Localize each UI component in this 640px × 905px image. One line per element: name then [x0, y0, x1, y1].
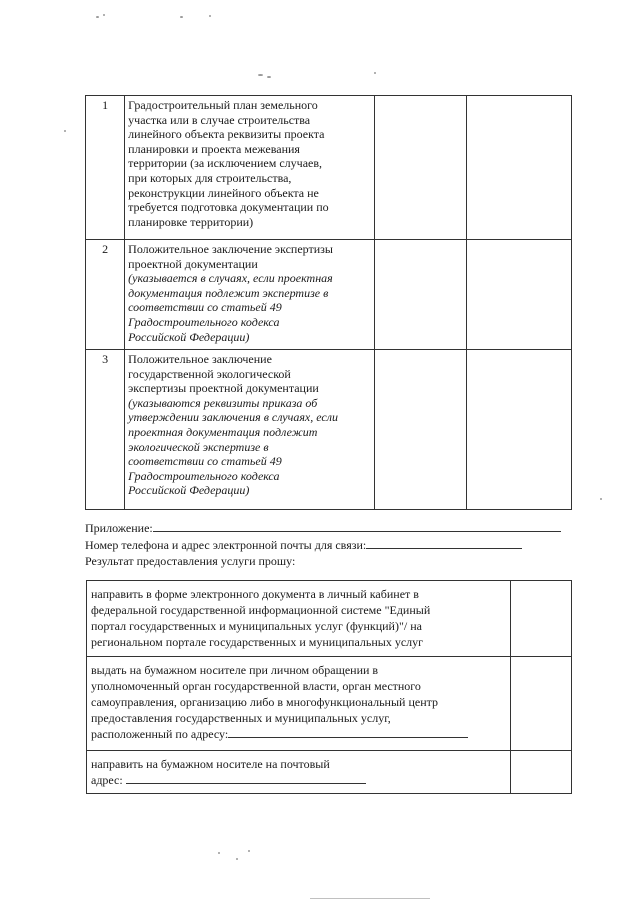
text-line: Положительное заключение экспертизы	[128, 242, 333, 256]
scan-speck	[374, 72, 376, 74]
table-row	[86, 240, 572, 350]
text-line: планировки и проекта межевания	[128, 141, 300, 156]
text-line: направить в форме электронного документа в личный кабинет в	[91, 587, 419, 601]
attachment-field[interactable]	[153, 520, 561, 532]
document-name-cell	[125, 96, 375, 240]
text-line: экспертизы проектной документации	[128, 381, 319, 396]
note-line: проектная документация подлежит	[128, 424, 318, 439]
option-text-cell	[87, 657, 511, 751]
table-row	[86, 350, 572, 510]
note-line: утверждении заключения в случаях, если	[128, 410, 338, 425]
text-line: уполномоченный орган государственной власти, орган местного	[91, 679, 421, 693]
note-line: (указывается в случаях, если проектная	[128, 271, 333, 286]
text-line: при которых для строительства,	[128, 170, 292, 185]
text-line: федеральной государственной информационной системе "Единый	[91, 603, 431, 617]
text-line: планировке территории)	[128, 214, 254, 229]
postal-address-field[interactable]	[126, 772, 366, 784]
scan-speck	[180, 16, 183, 18]
note-line: Градостроительного кодекса	[128, 314, 280, 329]
table-row	[86, 96, 572, 240]
address-line	[91, 772, 506, 788]
scan-speck	[258, 74, 263, 76]
option-checkbox[interactable]	[511, 751, 572, 794]
address-field[interactable]	[228, 726, 468, 738]
note-line: документация подлежит экспертизе в	[128, 285, 329, 300]
text-line: расположенный по адресу:	[91, 727, 229, 741]
text-line: выдать на бумажном носителе при личном обращении в	[91, 663, 379, 677]
document-name-cell	[125, 350, 375, 510]
scan-speck	[310, 898, 430, 899]
row-number: 2	[86, 240, 125, 350]
result-options-table	[86, 580, 572, 794]
scan-speck	[218, 852, 220, 854]
row-number: 3	[86, 350, 125, 510]
text-line: адрес:	[91, 773, 123, 787]
text-line: линейного объекта реквизиты проекта	[128, 127, 325, 142]
text-line: самоуправления, организацию либо в многофункциональный центр	[91, 695, 439, 709]
scan-speck	[236, 858, 238, 860]
option-row	[87, 751, 572, 794]
note-line: (указываются реквизиты приказа об	[128, 395, 318, 410]
contact-field[interactable]	[366, 537, 522, 549]
contact-label: Номер телефона и адрес электронной почты для связи:	[85, 538, 367, 552]
row-number: 1	[86, 96, 125, 240]
scan-speck	[209, 15, 211, 17]
text-line: территории (за исключением случаев,	[128, 156, 323, 171]
contact-line	[85, 537, 522, 553]
address-line	[91, 726, 506, 742]
note-line: Российской Федерации)	[128, 483, 250, 498]
documents-table	[85, 95, 572, 510]
text-line: требуется подготовка документации по	[128, 200, 329, 215]
text-line: региональном портале государственных и муниципальных услуг	[91, 635, 424, 649]
scan-speck	[600, 498, 602, 500]
note-line: Градостроительного кодекса	[128, 468, 280, 483]
text-line: реконструкции линейного объекта не	[128, 185, 319, 200]
empty-cell[interactable]	[375, 240, 466, 350]
text-line: Градостроительный план земельного	[128, 98, 318, 112]
text-line: Положительное заключение	[128, 352, 272, 366]
note-line: соответствии со статьей 49	[128, 454, 282, 469]
text-line: предоставления государственных и муниципальных услуг,	[91, 711, 391, 725]
empty-cell[interactable]	[466, 96, 571, 240]
text-line: портал государственных и муниципальных услуг (функций)"/ на	[91, 619, 422, 633]
empty-cell[interactable]	[375, 96, 466, 240]
text-line: государственной экологической	[128, 366, 291, 381]
note-line: экологической экспертизе в	[128, 439, 269, 454]
scan-speck	[103, 14, 105, 16]
scan-speck	[248, 850, 250, 852]
option-text-cell	[87, 581, 511, 657]
text-line: проектной документации	[128, 256, 258, 271]
option-checkbox[interactable]	[511, 581, 572, 657]
document-name-cell	[125, 240, 375, 350]
text-line: направить на бумажном носителе на почтовый	[91, 757, 330, 771]
empty-cell[interactable]	[375, 350, 466, 510]
text-line: участка или в случае строительства	[128, 112, 311, 127]
note-line: соответствии со статьей 49	[128, 300, 282, 315]
option-row	[87, 581, 572, 657]
result-label: Результат предоставления услуги прошу:	[85, 554, 296, 568]
empty-cell[interactable]	[466, 240, 571, 350]
attachment-line	[85, 520, 561, 536]
option-checkbox[interactable]	[511, 657, 572, 751]
empty-cell[interactable]	[466, 350, 571, 510]
attachment-label: Приложение:	[85, 521, 153, 535]
scan-speck	[96, 16, 99, 18]
option-text-cell	[87, 751, 511, 794]
option-row	[87, 657, 572, 751]
note-line: Российской Федерации)	[128, 329, 250, 344]
scan-speck	[64, 130, 66, 132]
scan-speck	[267, 76, 271, 78]
